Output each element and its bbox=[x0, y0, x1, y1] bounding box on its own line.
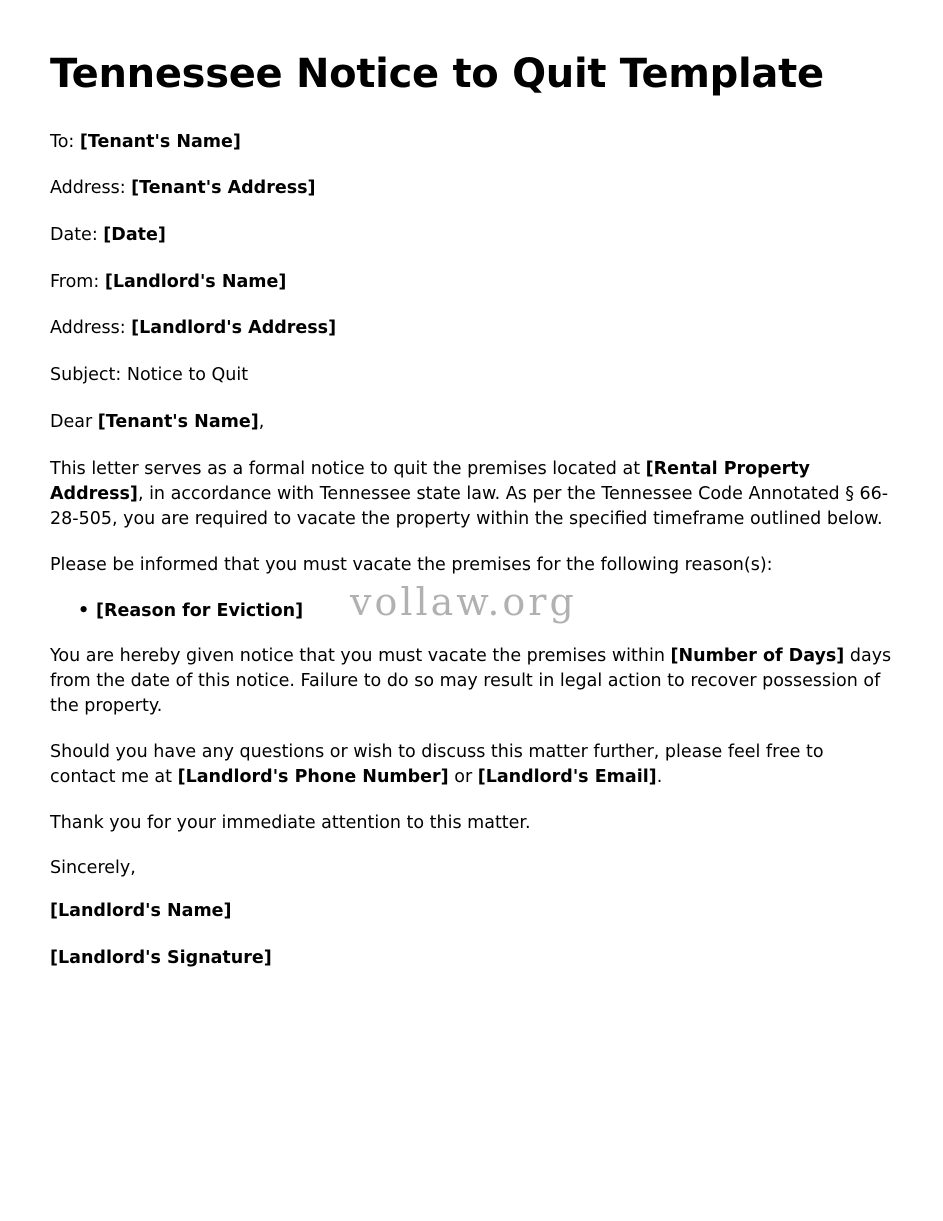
meta-line-landlord-address bbox=[50, 317, 893, 341]
salutation bbox=[50, 411, 893, 435]
meta-value-tenant-name: [Tenant's Name] bbox=[79, 131, 241, 152]
contact-paragraph bbox=[50, 740, 893, 790]
signature-landlord-name: [Landlord's Name] bbox=[50, 901, 232, 922]
salutation-suffix: , bbox=[258, 411, 265, 432]
meta-value-landlord-name: [Landlord's Name] bbox=[104, 271, 287, 292]
page-title: Tennessee Notice to Quit Template bbox=[50, 51, 824, 97]
meta-line-to bbox=[50, 131, 893, 155]
thanks-paragraph: Thank you for your immediate attention to this matter. bbox=[50, 812, 531, 833]
contact-text-before: Should you have any questions or wish to discuss this matter further, please feel free to contact me at bbox=[50, 741, 824, 787]
meta-label-date: Date: bbox=[50, 225, 104, 246]
meta-line-date bbox=[50, 224, 893, 248]
meta-label-to: To: bbox=[50, 131, 80, 152]
contact-text-after: . bbox=[656, 766, 663, 787]
watermark: vollaw.org bbox=[350, 580, 577, 624]
salutation-tenant-placeholder: [Tenant's Name] bbox=[97, 411, 259, 432]
meta-label-from: From: bbox=[50, 271, 105, 292]
meta-label-tenant-address: Address: bbox=[50, 178, 132, 199]
intro-text-before: This letter serves as a formal notice to quit the premises located at bbox=[50, 459, 646, 480]
rental-property-address-placeholder: [Rental Property Address] bbox=[50, 459, 810, 505]
meta-label-landlord-address: Address: bbox=[50, 318, 132, 339]
eviction-reasons-list bbox=[50, 599, 893, 624]
meta-value-landlord-address: [Landlord's Address] bbox=[131, 318, 337, 339]
closing-line: Sincerely, bbox=[50, 858, 136, 879]
notice-text-after: days from the date of this notice. Failure to do so may result in legal action to recover possession of the property. bbox=[50, 646, 892, 717]
landlord-phone-placeholder: [Landlord's Phone Number] bbox=[177, 766, 449, 787]
notice-period-paragraph bbox=[50, 644, 893, 719]
reasons-intro-paragraph: Please be informed that you must vacate the premises for the following reason(s): bbox=[50, 554, 773, 575]
salutation-prefix: Dear bbox=[50, 411, 98, 432]
intro-paragraph bbox=[50, 457, 893, 532]
subject-line: Subject: Notice to Quit bbox=[50, 364, 249, 385]
intro-text-after: , in accordance with Tennessee state law. As per the Tennessee Code Annotated § 66-28-505, you are required to vacate the property within the specified timeframe outlined below. bbox=[50, 484, 889, 529]
list-item: • [Reason for Eviction] bbox=[96, 599, 893, 624]
landlord-email-placeholder: [Landlord's Email] bbox=[477, 766, 657, 787]
meta-line-tenant-address bbox=[50, 177, 893, 201]
meta-value-date: [Date] bbox=[103, 225, 166, 246]
notice-text-before: You are hereby given notice that you must vacate the premises within bbox=[50, 646, 671, 667]
meta-line-from bbox=[50, 271, 893, 295]
contact-conjunction: or bbox=[448, 766, 478, 787]
signature-landlord-signature: [Landlord's Signature] bbox=[50, 947, 272, 968]
meta-value-tenant-address: [Tenant's Address] bbox=[131, 178, 316, 199]
number-of-days-placeholder: [Number of Days] bbox=[670, 646, 845, 667]
